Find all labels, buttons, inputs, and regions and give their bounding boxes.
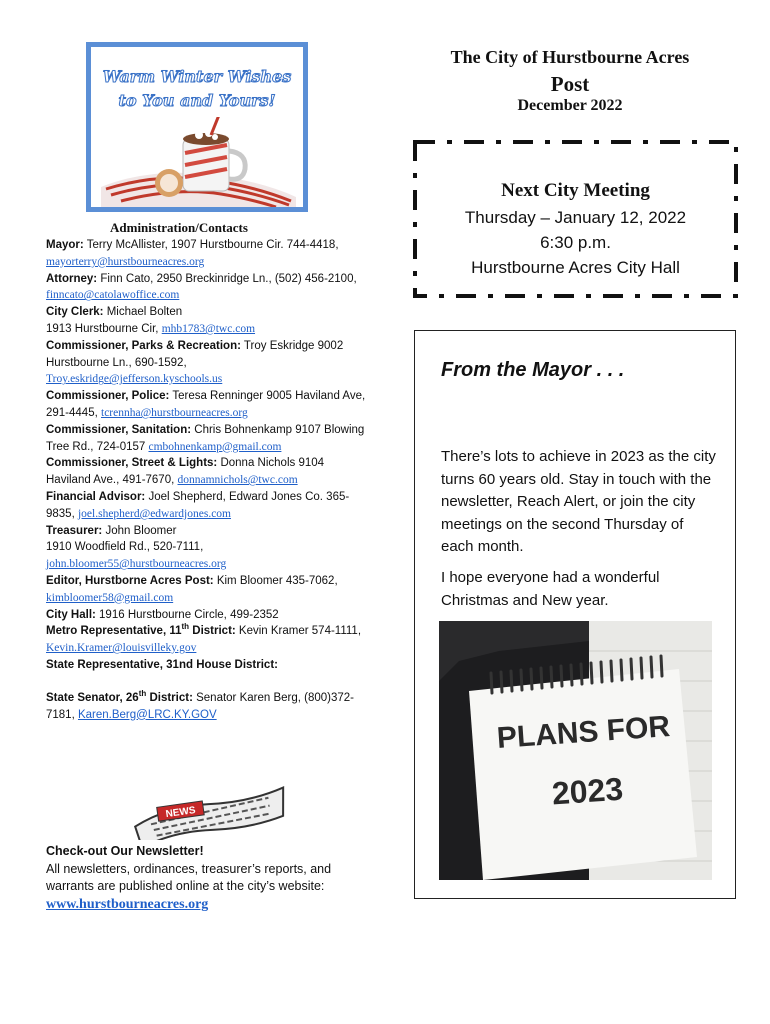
next-meeting-box <box>413 140 738 298</box>
contact-label: City Hall: <box>46 608 96 621</box>
meeting-date: Thursday – January 12, 2022 <box>464 208 687 227</box>
cocoa-mug-illustration <box>91 117 303 207</box>
admin-contacts-heading: Administration/Contacts <box>110 220 248 235</box>
newspaper-icon <box>130 786 290 840</box>
contact-mayor <box>46 237 366 271</box>
newsletter-date: December 2022 <box>517 97 623 114</box>
contact-label: Commissioner, Street & Lights: <box>46 457 218 470</box>
contact-cityhall <box>46 607 366 624</box>
email-link[interactable]: mayorterry@hurstbourneacres.org <box>46 255 205 268</box>
contact-label: State Representative, 31nd House District: <box>46 658 278 671</box>
contact-state-rep <box>46 657 366 674</box>
email-link[interactable]: Karen.Berg@LRC.KY.GOV <box>77 708 217 721</box>
newsletter-promo <box>46 843 376 913</box>
plans-line-1: PLANS FOR <box>495 709 672 756</box>
newsletter-promo-text: All newsletters, ordinances, treasurer’s reports, and warrants are published online at the city’s website: <box>46 861 332 893</box>
contact-label: Attorney: <box>46 272 98 285</box>
greeting-card <box>86 42 308 212</box>
meeting-location: Hurstbourne Acres City Hall <box>471 258 680 277</box>
cookie <box>155 169 183 197</box>
contact-editor <box>46 573 366 607</box>
contact-senator <box>46 690 366 724</box>
email-link[interactable]: kimbloomer58@gmail.com <box>46 591 174 604</box>
email-link[interactable]: joel.shepherd@edwardjones.com <box>77 507 231 520</box>
contact-clerk-address <box>46 321 366 338</box>
contact-text: Troy Eskridge 9002 Hurstbourne Ln., 690-1592, <box>46 339 344 369</box>
website-link[interactable]: www.hurstbourneacres.org <box>46 896 209 912</box>
newsletter-promo-title: Check-out Our Newsletter! <box>46 844 204 858</box>
contact-label: State Senator, 26th District: <box>46 688 193 704</box>
email-link[interactable]: cmbohnenkamp@gmail.com <box>148 440 282 453</box>
newsletter-city-name: The City of Hurstbourne Acres <box>450 47 690 67</box>
contact-attorney <box>46 271 366 305</box>
email-link[interactable]: Kevin.Kramer@louisvilleky.gov <box>46 642 197 655</box>
contact-label: Treasurer: <box>46 524 103 537</box>
greeting-line-2: to You and Yours! <box>118 91 276 110</box>
contact-text: Chris Bohnenkamp 9107 Blowing Tree Rd., 724-0157 <box>46 423 365 453</box>
email-link[interactable]: finncato@catolawoffice.com <box>46 289 180 302</box>
contact-text: Kim Bloomer 435-7062, <box>213 574 338 587</box>
email-link[interactable]: Troy.eskridge@jefferson.kyschools.us <box>46 373 223 386</box>
contact-text: John Bloomer <box>102 524 177 537</box>
contact-parks <box>46 338 366 388</box>
newsletter-promo-body <box>46 861 376 914</box>
contact-text: Michael Bolten <box>103 306 183 319</box>
contact-metro <box>46 623 366 657</box>
contact-text: Terry McAllister, 1907 Hurstbourne Cir. 744-4418, <box>83 239 339 251</box>
contact-label: Financial Advisor: <box>46 490 146 503</box>
contact-label: Commissioner, Police: <box>46 390 170 403</box>
contact-police <box>46 388 366 422</box>
mayor-section-title: From the Mayor . . . <box>441 359 625 381</box>
meeting-title: Next City Meeting <box>501 180 650 201</box>
mayor-paragraph-1: There’s lots to achieve in 2023 as the city turns 60 years old. Stay in touch with the newsletter, Reach Alert, or join the city meetings on the second Thursday of each month. <box>441 448 716 555</box>
newsletter-title: Post <box>550 72 590 96</box>
plans-for-2023-photo <box>439 621 712 880</box>
mug <box>183 117 245 191</box>
contact-text: Kevin Kramer 574-1111, <box>235 625 362 638</box>
contact-treasurer <box>46 523 366 540</box>
contact-text: Finn Cato, 2950 Breckinridge Ln., (502) 456-2100, <box>97 272 357 285</box>
contacts-list <box>46 237 366 723</box>
contact-text: 1916 Hurstbourne Circle, 499-2352 <box>95 608 279 621</box>
contact-label: City Clerk: <box>46 306 104 319</box>
plans-line-2: 2023 <box>550 770 625 812</box>
contact-text: Joel Shepherd, Edward Jones Co. 365- 9835, <box>46 490 350 520</box>
email-link[interactable]: tcrennha@hurstbourneacres.org <box>101 406 248 419</box>
contact-text: 1910 Woodfield Rd., 520-7111, <box>46 541 204 554</box>
contact-label: Commissioner, Sanitation: <box>46 423 192 436</box>
contact-text: Teresa Renninger 9005 Haviland Ave, 291-4445, <box>46 390 366 419</box>
contact-streets <box>46 455 366 489</box>
email-link[interactable]: donnamnichols@twc.com <box>177 474 298 487</box>
email-link[interactable]: mhb1783@twc.com <box>161 322 256 335</box>
contact-sanitation <box>46 422 366 456</box>
contact-treasurer-address <box>46 539 366 573</box>
contact-advisor <box>46 489 366 523</box>
email-link[interactable]: john.bloomer55@hurstbourneacres.org <box>46 558 227 571</box>
contact-text: Donna Nichols 9104 Haviland Ave., 491-7670, <box>46 457 325 487</box>
contact-text: 1913 Hurstbourne Cir, <box>46 322 162 335</box>
newspaper-icon-word: NEWS <box>165 805 197 821</box>
contact-label: Mayor: <box>46 239 84 251</box>
contact-label: Commissioner, Parks & Recreation: <box>46 339 241 352</box>
contact-label: Editor, Hurstborne Acres Post: <box>46 574 214 587</box>
meeting-time: 6:30 p.m. <box>540 233 611 252</box>
contact-text: Senator Karen Berg, (800)372-7181, <box>46 691 355 721</box>
greeting-line-1: Warm Winter Wishes <box>102 67 292 86</box>
mayor-paragraph-2: I hope everyone had a wonderful Christmas and New year. <box>441 569 660 609</box>
contact-clerk <box>46 304 366 321</box>
contact-label: Metro Representative, 11th District: <box>46 622 236 638</box>
